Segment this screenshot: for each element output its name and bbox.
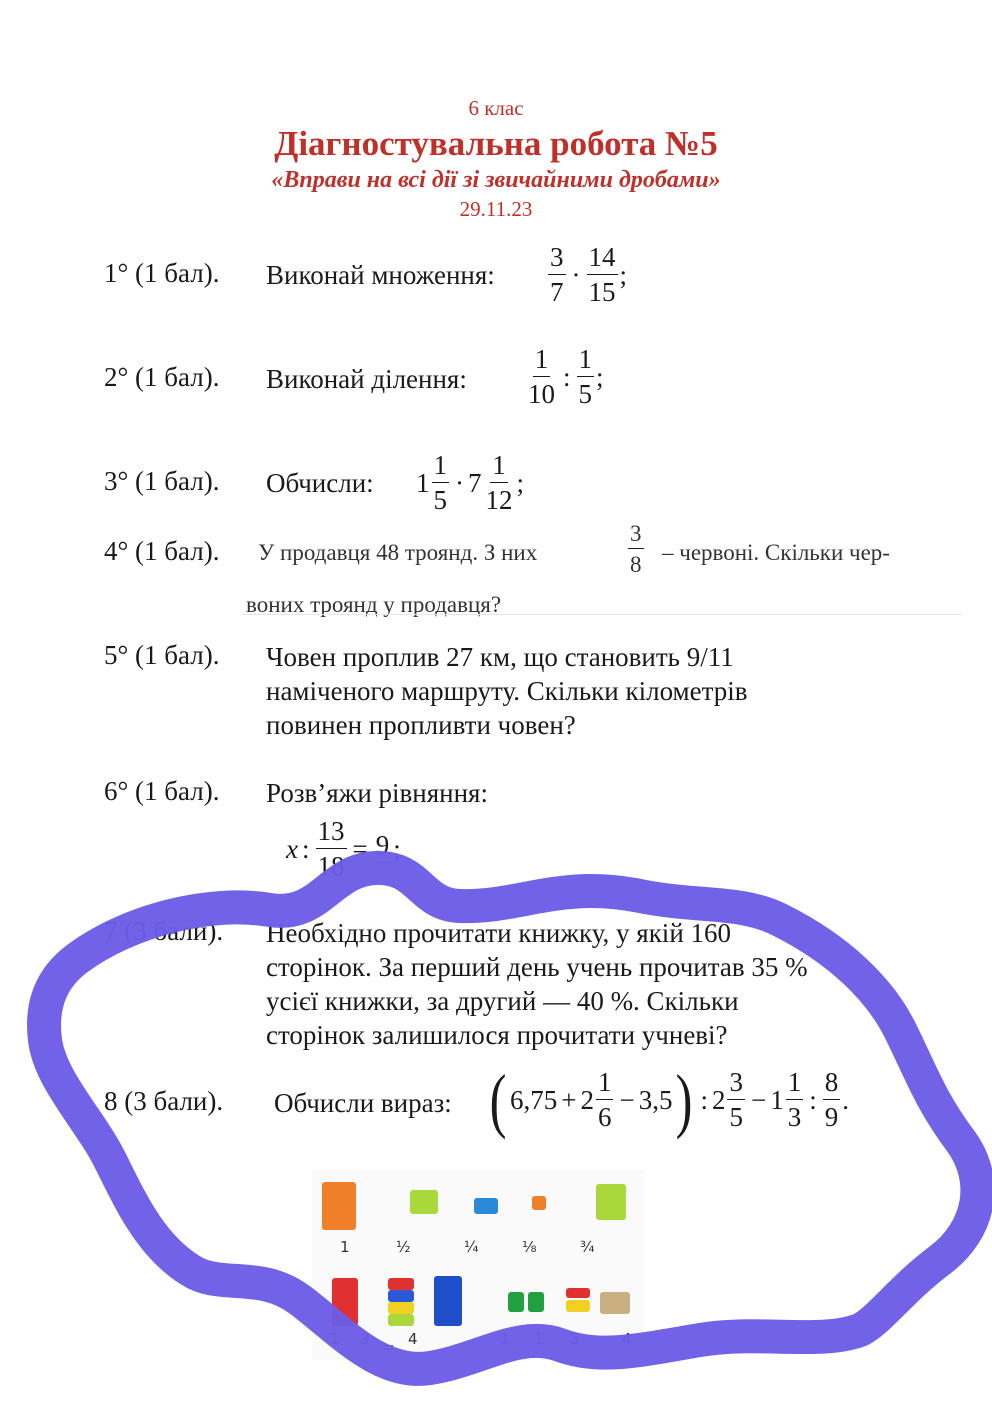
- task-5-line-2: наміченого маршруту. Скільки кілометрів: [266, 676, 748, 706]
- equals-sign: =: [352, 833, 368, 864]
- right-paren: ): [676, 1060, 693, 1140]
- lego-label: ½: [396, 1238, 411, 1256]
- number: 3,5: [638, 1084, 673, 1115]
- task-8-number: 8 (3 бали).: [104, 1086, 224, 1116]
- lego-label: 3: [570, 1330, 580, 1348]
- numerator: 13: [316, 818, 347, 849]
- operator: ·: [571, 259, 581, 290]
- lego-label: 1: [330, 1330, 340, 1348]
- numerator: 3: [727, 1069, 745, 1100]
- denominator: 7: [550, 277, 564, 307]
- lego-label: ¾: [580, 1238, 595, 1256]
- operator: −: [619, 1084, 635, 1115]
- task-7-number: 7 (3 бали).: [104, 916, 224, 946]
- denominator: 15: [588, 277, 616, 307]
- denominator: 6: [597, 1102, 612, 1132]
- lego-label: 1: [500, 1330, 510, 1348]
- number: 6,75: [509, 1084, 558, 1115]
- grade-label: 6 клас: [468, 96, 524, 120]
- task-4-text-a: У продавця 48 троянд. З них: [258, 540, 538, 565]
- operator: :: [809, 1084, 817, 1115]
- task-7-line-1: Необхідно прочитати книжку, у якій 160: [266, 918, 732, 948]
- numerator: 14: [587, 244, 618, 275]
- punctuation: ;: [393, 833, 401, 864]
- task-2-text: Виконай ділення:: [266, 364, 467, 394]
- whole-part: 2: [711, 1084, 726, 1115]
- page-subtitle: «Вправи на всі дії зі звичайними дробами»: [271, 167, 721, 193]
- denominator: 5: [729, 1102, 743, 1132]
- scribble-stroke: [44, 868, 977, 1369]
- lego-label: =: [382, 1338, 395, 1356]
- whole-part: 7: [468, 467, 482, 498]
- lego-label: 1: [340, 1238, 350, 1256]
- lego-label: 3: [360, 1330, 370, 1348]
- task-7-line-3: усієї книжки, за другий — 40 %. Скільки: [266, 986, 739, 1016]
- variable: x: [286, 833, 298, 864]
- whole-part: 1: [770, 1084, 784, 1115]
- denominator: 9: [824, 1102, 839, 1132]
- task-1-number: 1° (1 бал).: [104, 258, 220, 288]
- numerator: 1: [432, 452, 450, 483]
- numerator: 3: [628, 522, 644, 549]
- task-4-text-b: – червоні. Скільки чер-: [662, 540, 890, 565]
- task-3-number: 3° (1 бал).: [104, 466, 220, 496]
- lego-label: 4: [622, 1330, 632, 1348]
- denominator: 12: [485, 485, 513, 515]
- task-6-text: Розв’яжи рівняння:: [266, 778, 488, 808]
- lego-label: 1: [534, 1330, 544, 1348]
- numerator: 8: [823, 1069, 841, 1100]
- numerator: 9: [374, 832, 392, 863]
- task-4-number: 4° (1 бал).: [104, 536, 220, 566]
- lego-label: ⅛: [522, 1238, 537, 1256]
- operator: :: [700, 1084, 708, 1115]
- task-5-number: 5° (1 бал).: [104, 640, 220, 670]
- punctuation: .: [842, 1084, 849, 1115]
- operator: :: [301, 833, 310, 864]
- whole-part: 1: [416, 467, 430, 498]
- punctuation: ;: [619, 259, 628, 290]
- denominator: 5: [433, 485, 447, 515]
- task-5-line-1: Човен проплив 27 км, що становить 9/11: [266, 642, 734, 672]
- whole-part: 2: [580, 1084, 594, 1115]
- operator: −: [750, 1084, 767, 1115]
- lego-label: ¼: [464, 1238, 479, 1256]
- task-2-number: 2° (1 бал).: [104, 362, 220, 392]
- numerator: 1: [577, 346, 595, 377]
- numerator: 1: [786, 1069, 804, 1100]
- task-7-line-2: сторінок. За перший день учень прочитав 35 %: [266, 952, 808, 982]
- numerator: 1: [533, 346, 551, 377]
- left-paren: (: [489, 1060, 507, 1140]
- task-8-text: Обчисли вираз:: [274, 1088, 452, 1118]
- denominator: 8: [630, 552, 642, 577]
- numerator: 1: [596, 1069, 614, 1100]
- task-4-text-c: воних троянд у продавця?: [246, 592, 502, 617]
- task-5-line-3: повинен пропливти човен?: [266, 710, 576, 740]
- date-label: 29.11.23: [459, 197, 533, 221]
- operator: ·: [455, 467, 464, 498]
- numerator: 3: [548, 244, 566, 275]
- punctuation: ;: [596, 361, 604, 392]
- operator: +: [561, 1084, 577, 1115]
- denominator: 3: [787, 1102, 802, 1132]
- denominator: 10: [528, 379, 555, 409]
- denominator: 18: [317, 851, 345, 881]
- page-title: Діагностувальна робота №5: [274, 124, 718, 163]
- lego-label: 4: [408, 1330, 418, 1348]
- operator: :: [563, 361, 571, 392]
- punctuation: ;: [516, 467, 525, 498]
- numerator: 1: [490, 452, 508, 483]
- task-7-line-4: сторінок залишилося прочитати учневі?: [266, 1020, 728, 1050]
- task-6-number: 6° (1 бал).: [104, 776, 220, 806]
- task-3-text: Обчисли:: [266, 468, 374, 498]
- task-1-text: Виконай множення:: [266, 260, 495, 290]
- denominator: 5: [578, 379, 593, 409]
